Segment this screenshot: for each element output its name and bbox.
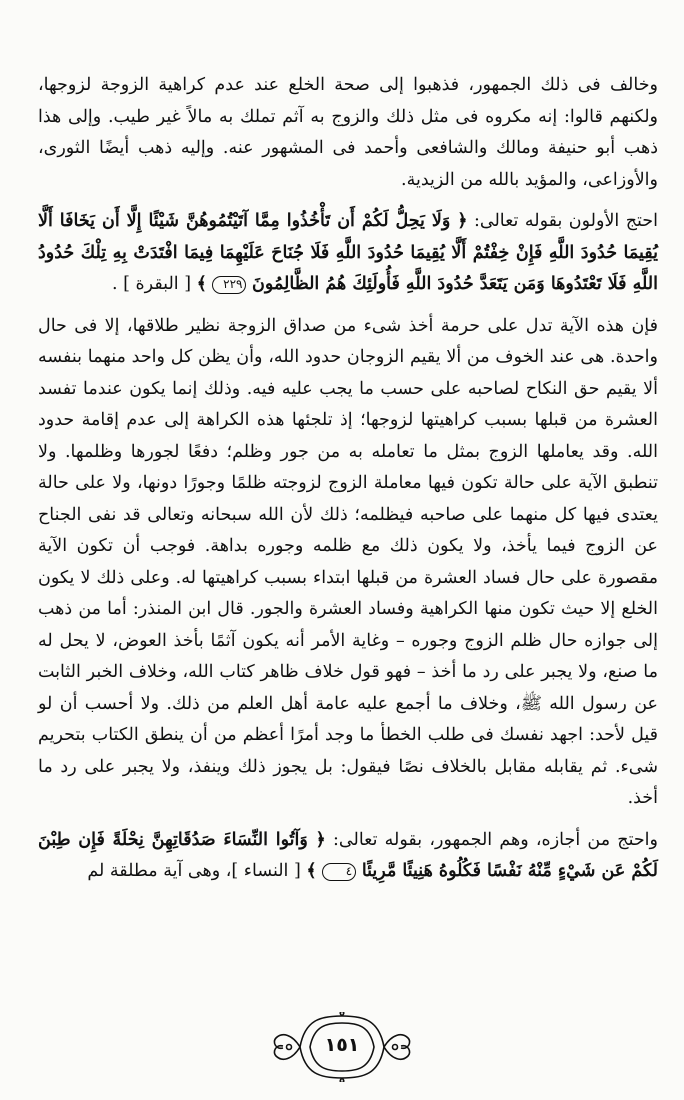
ayah-number-229: ٢٢٩ xyxy=(212,276,246,294)
quran-source-nisa: [ النساء ]، xyxy=(225,861,301,881)
page-body xyxy=(38,70,658,888)
quran-verse-nisa: ﴿ وَآتُوا النِّسَاءَ صَدُقَاتِهِنَّ نِحْلَةً فَإِن طِبْنَ لَكُمْ عَن شَيْءٍ مِّنْهُ نَفْسًا فَكُلُوهُ هَنِيئًا مَّرِيئًا xyxy=(38,829,658,881)
ayah-number-4: ٤ xyxy=(322,863,356,881)
quran-close-bracket: ﴾ xyxy=(306,861,317,881)
page-number: ١٥١ xyxy=(324,1034,360,1056)
paragraph-2 xyxy=(38,206,658,301)
paragraph-4-intro: واحتج من أجازه، وهم الجمهور، بقوله تعالى: xyxy=(333,829,658,850)
paragraph-3: فإن هذه الآية تدل على حرمة أخذ شىء من صداق الزوجة نظير طلاقها، إلا فى حال واحدة. هى عند الخوف من ألا يقيم الزوجان حدود الله، وأن يظن كل واحد منهما بنفسه ألا يقيم حق النكاح لصاحبه على حسب ما يجب عليه فيه. وذلك إنما يكون عندما تفسد العشرة من قبلها بسبب كراهيتها لزوجها؛ إذ تلجئها هذه الكراهة إلى عدم إقامة حدود الله. وقد يعاملها الزوج بمثل ما تعامله به من جور وظلم؛ دفعًا لجورها وظلمها. ولا تنطبق الآية على حالة تكون فيها معاملة الزوج لزوجته ظلمًا وجورًا دونها، ولا على حالة يعتدى فيها كل منهما على صاحبه فيظلمه؛ ذلك لأن الله سبحانه وتعالى قد نفى الجناح عن الزوج فيما يأخذ، ولا يكون ذلك مع ظلمه وجوره بداهة. فوجب أن تكون الآية مقصورة على حال فساد العشرة من قبلها ابتداء بسبب كراهيتها له. وعلى ذلك لا يكون الخلع إلا حيث تكون منها الكراهية وفساد العشرة والجور. قال ابن المنذر: أما من ذهب إلى جوازه حال ظلم الزوج وجوره – وغاية الأمر أنه يكون آثمًا بأخذ العوض، لا يحل له ما صنع، ولا يجبر على رد ما أخذ – فهو قول خلاف ظاهر كتاب الله، وخلاف الخبر الثابت عن رسول الله ﷺ، وخلاف ما أجمع عليه عامة أهل العلم من ذلك. ولا أحسب أن لو قيل لأحد: اجهد نفسك فى طلب الخطأ ما وجد أمرًا أعظم من أن ينطق الكتاب بتحريم شىء. ثم يقابله مقابل بالخلاف نصًا فيقول: بل يجوز ذلك وينفذ، ولا يجبر على رد ما أخذ. xyxy=(38,315,658,808)
quran-close-bracket: ﴾ xyxy=(196,274,207,294)
quran-verse-baqarah: ﴿ وَلَا يَحِلُّ لَكُمْ أَن تَأْخُذُوا مِمَّا آتَيْتُمُوهُنَّ شَيْئًا إِلَّا أَن يَخَافَا أَلَّا يُقِيمَا حُدُودَ اللَّهِ فَإِنْ خِفْتُمْ أَلَّا يُقِيمَا حُدُودَ اللَّهِ فَلَا جُنَاحَ عَلَيْهِمَا فِيمَا افْتَدَتْ بِهِ تِلْكَ حُدُودُ اللَّهِ فَلَا تَعْتَدُوهَا وَمَن يَتَعَدَّ حُدُودَ اللَّهِ فَأُولَئِكَ هُمُ الظَّالِمُونَ xyxy=(38,211,658,294)
paragraph-2-intro: احتج الأولون بقوله تعالى: xyxy=(473,211,658,231)
paragraph-4 xyxy=(38,825,658,888)
quran-source-baqarah: [ البقرة ] . xyxy=(111,274,192,294)
page-footer xyxy=(0,1012,684,1082)
paragraph-1: وخالف فى ذلك الجمهور، فذهبوا إلى صحة الخلع عند عدم كراهية الزوجة لزوجها، ولكنهم قالوا: إنه مكروه فى مثل ذلك والزوج به آثم تملك به مالاً غير طيب. وإلى هذا ذهب أبو حنيفة ومالك والشافعى وأحمد فى المشهور عنه. وإليه ذهب أيضًا الثورى، والأوزاعى، والمؤيد بالله من الزيدية. xyxy=(38,75,658,190)
paragraph-4-tail: وهى آية مطلقة لم xyxy=(87,861,221,881)
